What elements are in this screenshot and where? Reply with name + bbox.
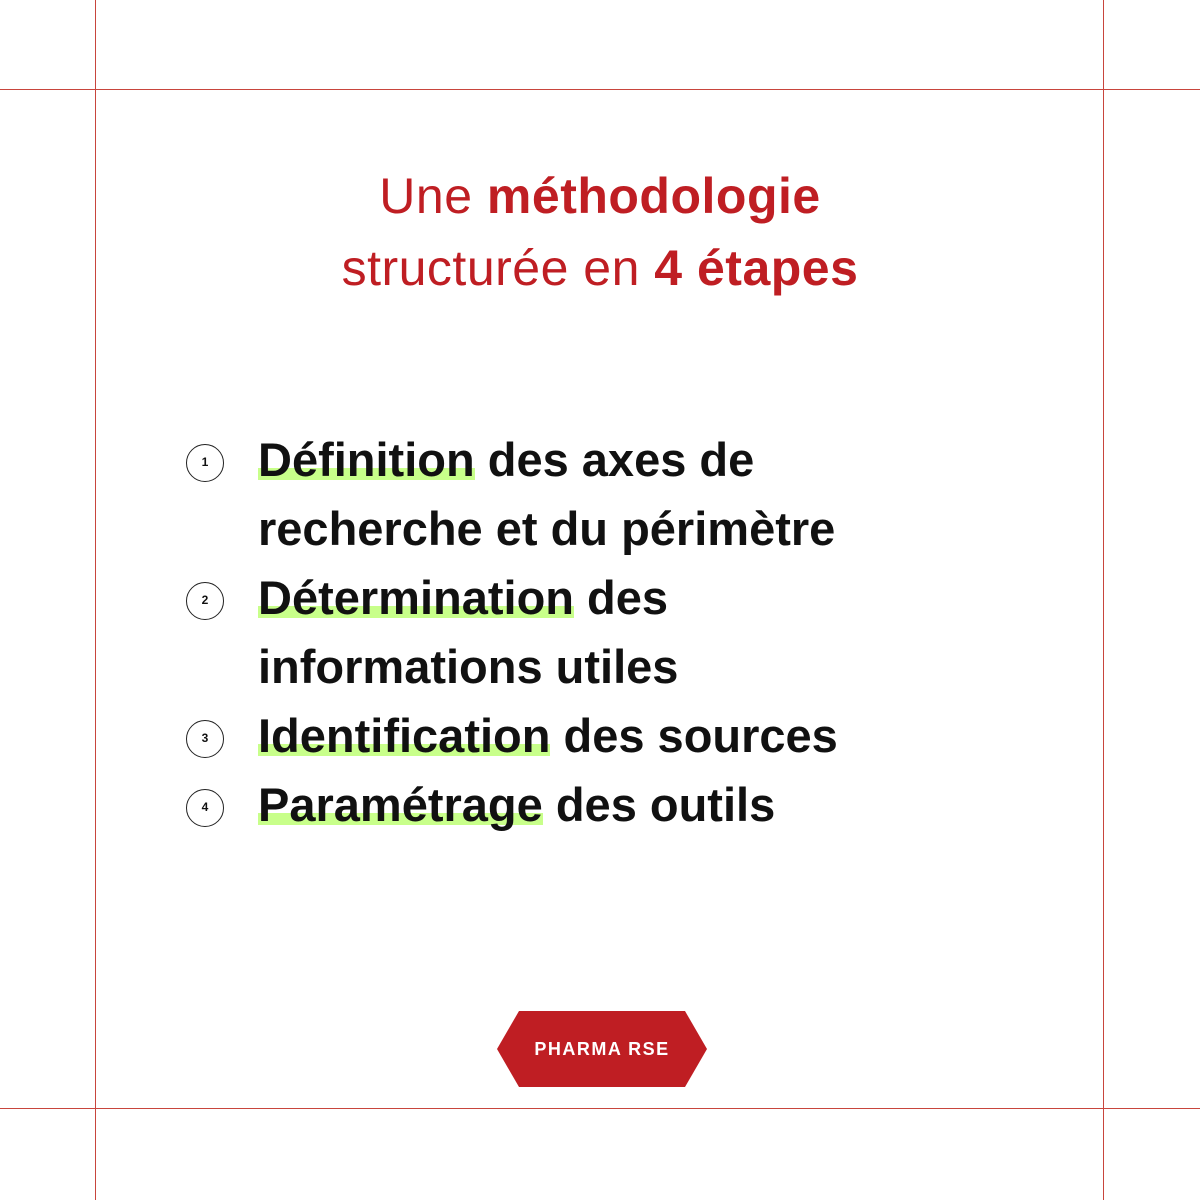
step-text-continued: recherche et du périmètre <box>258 502 836 555</box>
guide-line-bottom <box>0 1108 1200 1109</box>
step-item-3 <box>186 701 1006 770</box>
step-number-badge: 1 <box>186 444 224 482</box>
step-number-badge: 4 <box>186 789 224 827</box>
step-item-1 <box>186 425 1006 563</box>
step-text-continued: informations utiles <box>258 640 679 693</box>
title-line2-bold: 4 étapes <box>654 240 859 296</box>
step-keyword: Identification <box>258 709 551 762</box>
step-item-4 <box>186 770 1006 839</box>
logo-label: PHARMA RSE <box>534 1039 670 1059</box>
step-item-2 <box>186 563 1006 701</box>
steps-list <box>186 425 1006 839</box>
step-keyword: Paramétrage <box>258 778 543 831</box>
step-text: des sources <box>550 709 838 762</box>
step-number-badge: 3 <box>186 720 224 758</box>
title-line1-light: Une <box>379 168 487 224</box>
step-text: des <box>574 571 669 624</box>
step-text: des outils <box>542 778 776 831</box>
title-line-2 <box>0 232 1200 304</box>
pharma-rse-logo <box>497 1011 707 1087</box>
title-line2-light: structurée en <box>341 240 655 296</box>
page-title <box>0 160 1200 304</box>
title-line-1 <box>0 160 1200 232</box>
step-number-badge: 2 <box>186 582 224 620</box>
step-keyword: Définition <box>258 433 475 486</box>
title-line1-bold: méthodologie <box>486 168 821 224</box>
step-text: des axes de <box>474 433 755 486</box>
step-keyword: Détermination <box>258 571 574 624</box>
guide-line-top <box>0 89 1200 90</box>
